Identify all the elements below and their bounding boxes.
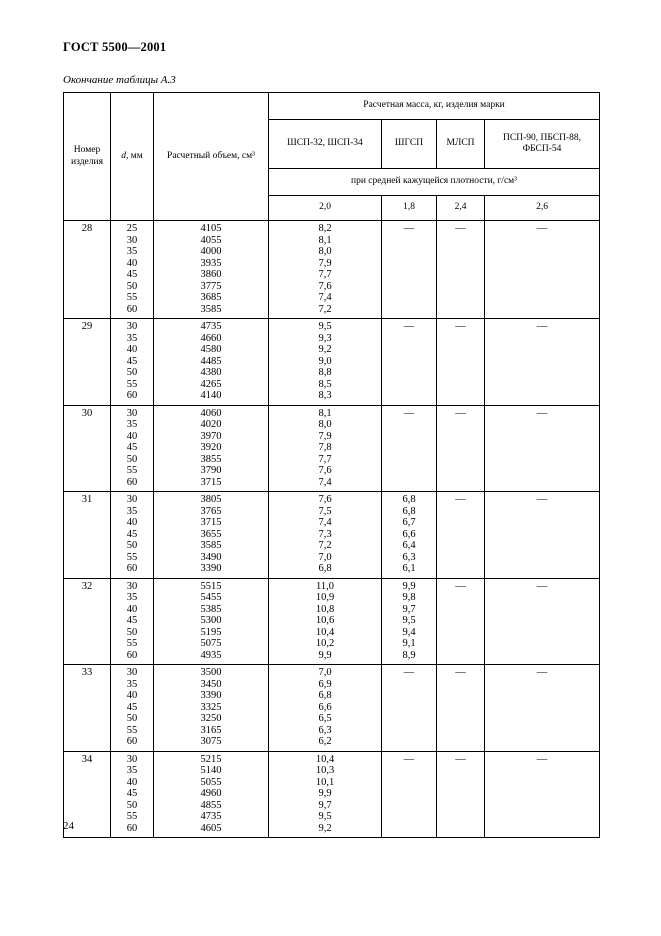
cell-line: 50 (126, 626, 138, 638)
cell-mass-2-0 (269, 221, 382, 319)
header-density-2-4: 2,4 (437, 196, 485, 221)
cell-line: 5075 (200, 638, 222, 649)
cell-line: 6,8 (318, 563, 332, 574)
cell-line: 7,6 (318, 465, 332, 476)
cell-line: — (536, 580, 548, 592)
cell-line: — (536, 667, 548, 678)
cell-mass-2-6 (485, 665, 600, 752)
group-row-29 (64, 319, 600, 406)
cell-diameter (111, 578, 154, 665)
cell-mass-2-6 (485, 751, 600, 838)
cell-line: 40 (126, 257, 138, 269)
cell-line: 50 (126, 540, 138, 551)
cell-line: 4000 (200, 246, 222, 257)
cell-mass-1-8 (382, 665, 437, 752)
cell-volume (154, 492, 269, 579)
group-row-30 (64, 405, 600, 492)
cell-item-number (64, 492, 111, 579)
cell-line: 8,0 (318, 419, 332, 430)
cell-line: 10,8 (315, 603, 335, 615)
cell-line: 9,2 (318, 344, 332, 355)
cell-line: 55 (126, 811, 138, 822)
cell-line: 5140 (200, 765, 222, 776)
cell-line: 10,9 (315, 592, 335, 603)
cell-line: 3935 (200, 257, 222, 269)
cell-line: 3685 (200, 292, 222, 303)
cell-line: 60 (126, 822, 138, 834)
cell-volume (154, 751, 269, 838)
cell-line: 32 (81, 580, 93, 592)
cell-line: 8,8 (318, 367, 332, 378)
cell-line: 35 (126, 678, 138, 690)
cell-line: 9,2 (318, 822, 332, 834)
cell-line: 4020 (200, 419, 222, 430)
cell-line: 3775 (200, 280, 222, 292)
cell-line: — (455, 407, 466, 419)
cell-line: 6,6 (402, 528, 416, 540)
cell-mass-2-6 (485, 221, 600, 319)
cell-line: 30 (126, 580, 138, 592)
cell-line: 30 (126, 667, 138, 678)
cell-line: 30 (126, 494, 138, 505)
cell-line: 55 (126, 292, 138, 303)
table-a3 (63, 92, 600, 838)
cell-line: 3805 (200, 494, 222, 505)
cell-line: — (536, 494, 548, 505)
cell-line: 31 (81, 494, 93, 505)
cell-line: 4605 (200, 822, 222, 834)
header-brand-shsp: ШСП-32, ШСП-34 (269, 120, 382, 169)
header-density-1-8: 1,8 (382, 196, 437, 221)
cell-line: 8,0 (318, 246, 332, 257)
cell-line: 9,1 (402, 638, 416, 649)
cell-volume (154, 665, 269, 752)
cell-line: 3325 (200, 701, 222, 713)
cell-mass-1-8 (382, 405, 437, 492)
cell-line: 3390 (200, 563, 222, 574)
cell-line: 6,4 (402, 540, 416, 551)
cell-line: 5195 (200, 626, 222, 638)
cell-line: 6,8 (318, 690, 332, 701)
cell-line: — (455, 667, 466, 678)
cell-line: 7,4 (318, 476, 332, 488)
cell-line: 34 (81, 753, 93, 765)
cell-line: 7,4 (318, 517, 332, 528)
cell-line: 4485 (200, 355, 222, 367)
cell-line: 3165 (200, 724, 222, 736)
cell-line: 35 (126, 332, 138, 344)
cell-line: 3585 (200, 540, 222, 551)
cell-mass-2-6 (485, 578, 600, 665)
cell-mass-2-4 (437, 578, 485, 665)
cell-item-number (64, 665, 111, 752)
cell-line: — (403, 667, 415, 678)
cell-mass-2-4 (437, 492, 485, 579)
cell-line: 4060 (200, 407, 222, 419)
cell-line: 4960 (200, 788, 222, 799)
cell-line: 7,9 (318, 430, 332, 442)
cell-line: 6,8 (402, 505, 416, 517)
table-caption: Окончание таблицы А.3 (63, 74, 176, 86)
cell-line: 60 (126, 390, 138, 401)
cell-line: 6,5 (318, 713, 332, 724)
cell-line: 7,2 (318, 303, 332, 315)
cell-line: 8,9 (402, 649, 416, 661)
cell-line: 6,6 (318, 701, 332, 713)
cell-mass-1-8 (382, 751, 437, 838)
cell-diameter (111, 665, 154, 752)
cell-line: 40 (126, 690, 138, 701)
cell-line: 11,0 (316, 580, 334, 592)
table-body (64, 221, 600, 838)
cell-line: 7,9 (318, 257, 332, 269)
cell-line: 30 (126, 407, 138, 419)
cell-mass-2-0 (269, 751, 382, 838)
cell-item-number (64, 578, 111, 665)
cell-line: 55 (126, 638, 138, 649)
cell-line: 55 (126, 551, 138, 563)
cell-line: 4855 (200, 799, 222, 811)
cell-mass-2-4 (437, 319, 485, 406)
cell-line: 3585 (200, 303, 222, 315)
cell-line: 30 (126, 321, 138, 332)
cell-line: — (403, 753, 415, 765)
table-header (64, 93, 600, 221)
cell-mass-2-6 (485, 319, 600, 406)
cell-mass-2-4 (437, 751, 485, 838)
cell-line: 35 (126, 505, 138, 517)
cell-line: 9,7 (402, 603, 416, 615)
cell-line: 55 (126, 724, 138, 736)
cell-line: 9,9 (318, 788, 332, 799)
cell-line: 4140 (200, 390, 222, 401)
cell-line: 4735 (200, 811, 222, 822)
cell-line: 50 (126, 280, 138, 292)
cell-line: 6,7 (402, 517, 416, 528)
cell-line: 4380 (200, 367, 222, 378)
cell-line: 50 (126, 713, 138, 724)
group-row-31 (64, 492, 600, 579)
cell-line: 3075 (200, 736, 222, 747)
cell-line: 4935 (200, 649, 222, 661)
cell-line: 7,7 (318, 453, 332, 465)
cell-line: 45 (126, 269, 138, 280)
cell-line: 3250 (200, 713, 222, 724)
cell-line: — (455, 580, 466, 592)
cell-diameter (111, 751, 154, 838)
group-row-33 (64, 665, 600, 752)
cell-line: 35 (126, 765, 138, 776)
cell-line: 7,5 (318, 505, 332, 517)
page-number: 24 (63, 820, 74, 832)
cell-line: 5215 (200, 753, 222, 765)
cell-line: 40 (126, 430, 138, 442)
cell-line: — (455, 321, 466, 332)
header-density-2-0: 2,0 (269, 196, 382, 221)
cell-line: 50 (126, 367, 138, 378)
header-brand-mlsp: МЛСП (437, 120, 485, 169)
cell-line: 10,1 (315, 776, 335, 788)
cell-line: 10,6 (315, 615, 335, 626)
cell-mass-1-8 (382, 221, 437, 319)
cell-line: — (536, 753, 548, 765)
cell-line: 28 (81, 223, 93, 234)
cell-line: 5455 (200, 592, 222, 603)
cell-line: 45 (126, 528, 138, 540)
header-diameter-unit: , мм (125, 150, 143, 161)
cell-line: 7,6 (318, 494, 332, 505)
cell-volume (154, 221, 269, 319)
cell-mass-2-4 (437, 665, 485, 752)
header-density-title: при средней кажущейся плотности, г/см³ (269, 169, 600, 196)
cell-line: 9,9 (318, 649, 332, 661)
doc-title: ГОСТ 5500—2001 (63, 40, 167, 54)
cell-volume (154, 405, 269, 492)
cell-mass-2-6 (485, 405, 600, 492)
cell-line: 3765 (200, 505, 222, 517)
cell-line: 3655 (200, 528, 222, 540)
cell-line: 45 (126, 615, 138, 626)
cell-line: 10,4 (315, 626, 335, 638)
cell-line: 50 (126, 799, 138, 811)
cell-line: 4580 (200, 344, 222, 355)
cell-line: 30 (126, 753, 138, 765)
cell-line: 7,8 (318, 442, 332, 453)
cell-line: 3790 (200, 465, 222, 476)
cell-volume (154, 578, 269, 665)
cell-mass-2-0 (269, 319, 382, 406)
cell-line: 40 (126, 603, 138, 615)
header-diameter-symbol: d (121, 150, 126, 161)
cell-line: 3500 (200, 667, 222, 678)
cell-line: — (536, 407, 548, 419)
group-row-34 (64, 751, 600, 838)
cell-line: 3715 (200, 476, 222, 488)
cell-item-number (64, 221, 111, 319)
cell-line: 7,4 (318, 292, 332, 303)
cell-line: 3490 (200, 551, 222, 563)
cell-line: 8,1 (318, 407, 332, 419)
cell-line: 35 (126, 592, 138, 603)
cell-line: 3855 (200, 453, 222, 465)
cell-line: 5515 (200, 580, 222, 592)
cell-line: 10,2 (315, 638, 335, 649)
cell-line: 9,3 (318, 332, 332, 344)
cell-line: 29 (81, 321, 93, 332)
cell-line: 6,9 (318, 678, 332, 690)
cell-line: 25 (126, 223, 138, 234)
cell-line: 40 (126, 344, 138, 355)
header-density-2-6: 2,6 (485, 196, 600, 221)
cell-line: 5300 (200, 615, 222, 626)
cell-line: 4265 (200, 378, 222, 390)
cell-line: 60 (126, 563, 138, 574)
cell-line: 8,3 (318, 390, 332, 401)
cell-diameter (111, 319, 154, 406)
cell-diameter (111, 405, 154, 492)
cell-line: — (403, 407, 415, 419)
cell-line: — (455, 753, 466, 765)
header-volume: Расчетный объем, см³ (154, 93, 269, 221)
cell-line: 9,4 (402, 626, 416, 638)
header-brand-shgsp: ШГСП (382, 120, 437, 169)
cell-line: 45 (126, 442, 138, 453)
cell-line: 60 (126, 303, 138, 315)
cell-line: 3970 (200, 430, 222, 442)
cell-line: 3450 (200, 678, 222, 690)
cell-mass-1-8 (382, 578, 437, 665)
cell-item-number (64, 405, 111, 492)
cell-line: 7,7 (318, 269, 332, 280)
cell-line: 5385 (200, 603, 222, 615)
cell-line: 9,0 (318, 355, 332, 367)
cell-line: 7,0 (318, 551, 332, 563)
cell-line: 7,6 (318, 280, 332, 292)
cell-line: 33 (81, 667, 93, 678)
cell-line: 35 (126, 419, 138, 430)
cell-line: 6,1 (402, 563, 416, 574)
cell-line: 7,2 (318, 540, 332, 551)
cell-line: 6,3 (318, 724, 332, 736)
cell-line: 8,2 (318, 223, 332, 234)
cell-line: 9,5 (402, 615, 416, 626)
cell-line: 4660 (200, 332, 222, 344)
cell-line: 35 (126, 246, 138, 257)
group-row-32 (64, 578, 600, 665)
cell-line: — (536, 321, 548, 332)
cell-line: — (403, 321, 415, 332)
cell-mass-1-8 (382, 492, 437, 579)
cell-line: 40 (126, 517, 138, 528)
cell-line: 10,4 (315, 753, 335, 765)
cell-line: 45 (126, 788, 138, 799)
cell-line: 60 (126, 736, 138, 747)
cell-line: 9,9 (402, 580, 416, 592)
header-diameter (111, 93, 154, 221)
cell-line: 3860 (200, 269, 222, 280)
cell-line: — (403, 223, 415, 234)
cell-mass-2-0 (269, 492, 382, 579)
cell-line: 30 (126, 234, 138, 246)
header-brand-psp: ПСП-90, ПБСП-88, ФБСП-54 (485, 120, 600, 169)
cell-line: 9,7 (318, 799, 332, 811)
cell-mass-2-0 (269, 665, 382, 752)
cell-line: 7,3 (318, 528, 332, 540)
cell-mass-2-0 (269, 578, 382, 665)
cell-line: 10,3 (315, 765, 335, 776)
cell-line: 6,3 (402, 551, 416, 563)
cell-line: 8,5 (318, 378, 332, 390)
cell-line: 60 (126, 649, 138, 661)
cell-line: 50 (126, 453, 138, 465)
cell-mass-1-8 (382, 319, 437, 406)
cell-line: 3715 (200, 517, 222, 528)
cell-mass-2-0 (269, 405, 382, 492)
cell-volume (154, 319, 269, 406)
cell-mass-2-6 (485, 492, 600, 579)
cell-line: 55 (126, 378, 138, 390)
cell-line: 45 (126, 701, 138, 713)
cell-mass-2-4 (437, 405, 485, 492)
cell-item-number (64, 319, 111, 406)
cell-line: — (455, 223, 466, 234)
header-item-number: Номер изделия (64, 93, 111, 221)
header-mass-title: Расчетная масса, кг, изделия марки (269, 93, 600, 120)
cell-line: 45 (126, 355, 138, 367)
cell-line: 3920 (200, 442, 222, 453)
cell-line: 55 (126, 465, 138, 476)
cell-diameter (111, 221, 154, 319)
cell-mass-2-4 (437, 221, 485, 319)
cell-line: 4105 (200, 223, 222, 234)
cell-line: 5055 (200, 776, 222, 788)
cell-line: — (455, 494, 466, 505)
cell-diameter (111, 492, 154, 579)
cell-line: 30 (81, 407, 93, 419)
cell-line: 6,2 (318, 736, 332, 747)
cell-line: — (536, 223, 548, 234)
cell-line: 9,5 (318, 811, 332, 822)
group-row-28 (64, 221, 600, 319)
cell-line: 4735 (200, 321, 222, 332)
cell-line: 3390 (200, 690, 222, 701)
cell-line: 60 (126, 476, 138, 488)
cell-line: 40 (126, 776, 138, 788)
cell-line: 9,5 (318, 321, 332, 332)
cell-line: 6,8 (402, 494, 416, 505)
cell-line: 4055 (200, 234, 222, 246)
cell-line: 9,8 (402, 592, 416, 603)
cell-line: 8,1 (318, 234, 332, 246)
cell-line: 7,0 (318, 667, 332, 678)
